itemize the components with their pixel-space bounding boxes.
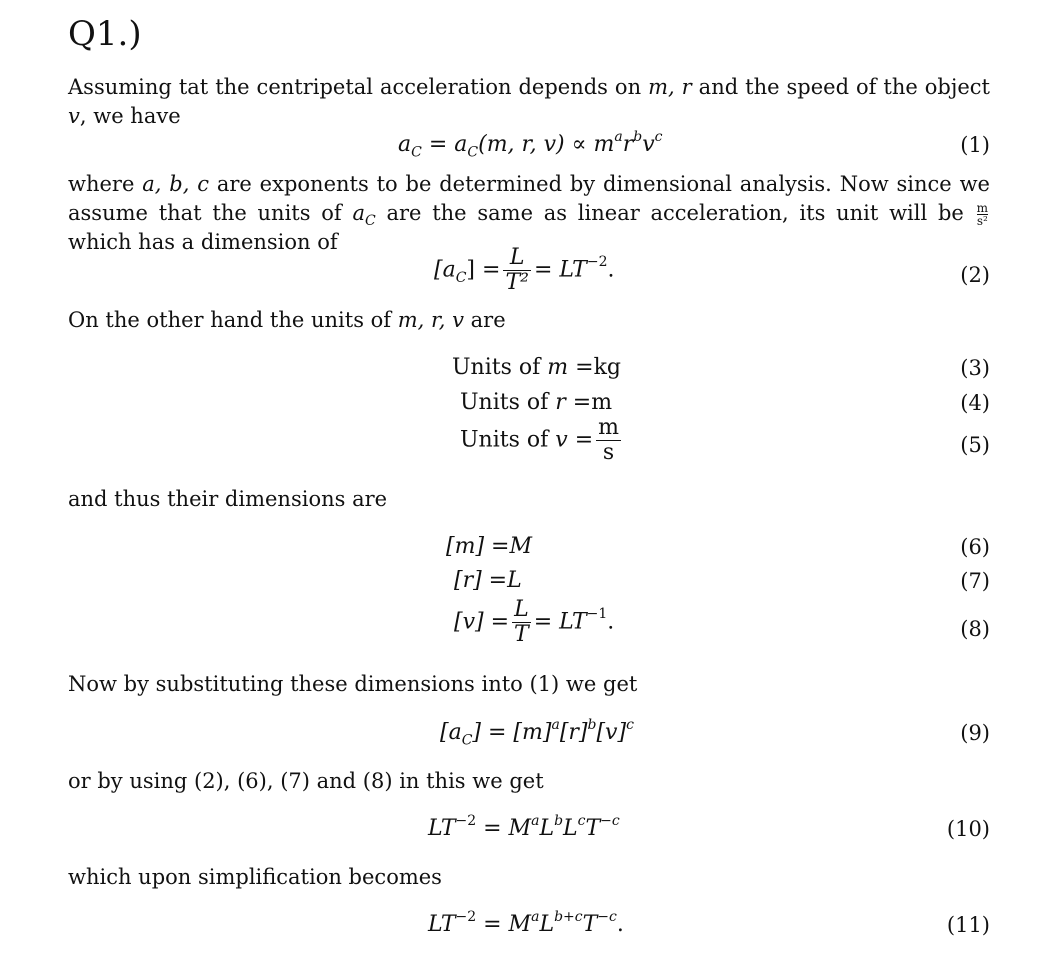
equation-number: (5) [960, 433, 990, 457]
paragraph-dimensions: and thus their dimensions are [68, 487, 388, 511]
equation-number: (1) [960, 133, 990, 157]
unit-fraction: $\frac{m}{\text{s²}}$ [976, 201, 988, 228]
paragraph-using: or by using (2), (6), (7) and (8) in this we get [68, 769, 544, 793]
question-title: Q1.) [68, 14, 142, 54]
document-page: Q1.) Assuming tat the centripetal acceleration depends on m, r and the speed of the object v, we have $a_C = a_C(m$, r, $v) \propto m^ar^bv^c$ (1) where a, b, c are exponents to be determined by dimensional analysis. Now since we assume that the units of $a_C$ are the same as linear acceleration, its unit will be $\frac{m}{\text{s²}}$ which has a dimension of $[a_C]$ = $\frac{L}{\text{T²}}$ = $LT^{-2}$. (2) On the other hand the units of m, r, v are Units of m =kg (3) Units of r =m (4) Units of v = $\frac{m}{s}$ (5) and thus their dimensions are [m] =M (6) [r] =L (7) [v] = $\frac{L}{T}$ = $LT^{-1}$. (8) Now by substituting these dimensions into (1) we get $[a_C] = [m]^a[r]^b[v]^c$ (9) or by using (2), (6), (7) and (8) in this we get $LT^{-2} = M^aL^bL^cT^{-c}$ (10) which upon simplification becomes $LT^{-2} = M^aL^{b+c}T^{-c}$. (11) [0, 0, 1062, 958]
equation-number: (3) [960, 356, 990, 380]
paragraph-units: On the other hand the units of m, r, v are [68, 308, 506, 332]
equation-number: (6) [960, 535, 990, 559]
equation-number: (7) [960, 569, 990, 593]
equation-number: (9) [960, 721, 990, 745]
paragraph-simplify: which upon simplification becomes [68, 865, 442, 889]
equation-number: (10) [946, 817, 990, 841]
paragraph-intro: Assuming tat the centripetal acceleration depends on m, r and the speed of the object v, we have [68, 75, 990, 128]
paragraph-dimension: where a, b, c are exponents to be determined by dimensional analysis. Now since we assume that the units of $a_C$ are the same as linear acceleration, its unit will be $\frac{m}{\text{s²}}$ which has a dimension of [68, 172, 990, 254]
paragraph-substitute: Now by substituting these dimensions into (1) we get [68, 672, 638, 696]
equation-number: (2) [960, 263, 990, 287]
equation-number: (4) [960, 391, 990, 415]
equation-number: (8) [960, 617, 990, 641]
equation-number: (11) [946, 913, 990, 937]
